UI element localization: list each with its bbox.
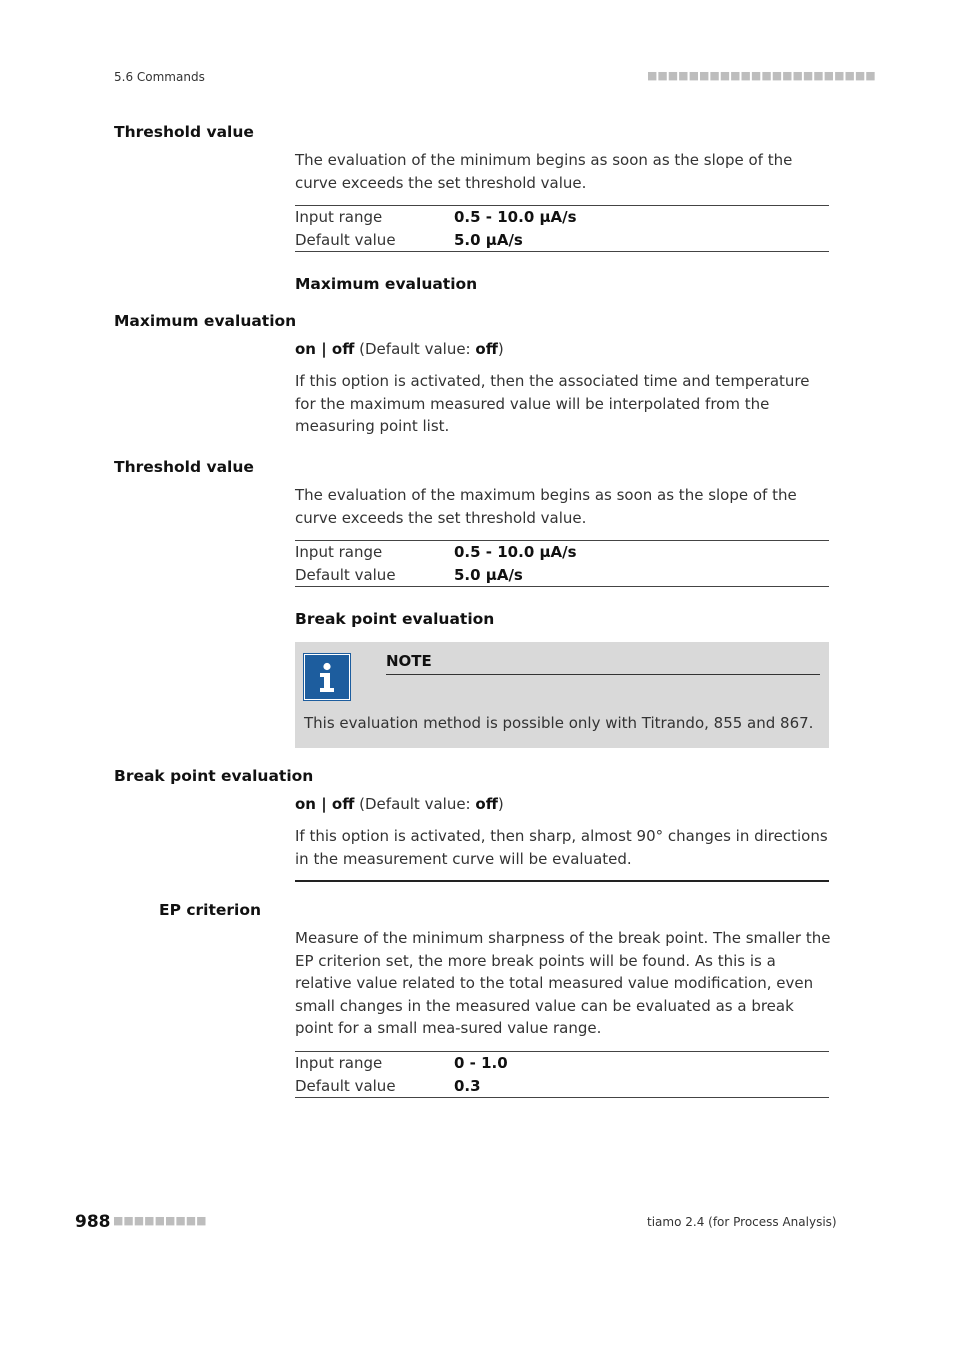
max-eval-options xyxy=(295,338,831,361)
ep-criterion-description: Measure of the minimum sharpness of the break point. The smaller the EP criterion set, the more break points will be found. As this is a relative value related to the total measured value modification, even small changes in the measured value can be evaluated as a break point for a small mea-sured value range. xyxy=(295,929,831,1037)
max-eval-label: Maximum evaluation xyxy=(114,312,297,330)
note-divider xyxy=(386,674,820,675)
table-row xyxy=(295,1052,829,1075)
row-key: Default value xyxy=(295,565,396,584)
option-on: on xyxy=(295,795,316,813)
option-off: off xyxy=(331,340,355,358)
note-box xyxy=(295,642,829,748)
table-row xyxy=(295,229,829,252)
default-suffix: ) xyxy=(497,340,504,358)
maximum-evaluation-heading: Maximum evaluation xyxy=(295,275,478,293)
note-text: This evaluation method is possible only with Titrando, 855 and 867. xyxy=(304,714,814,732)
row-value: 5.0 µA/s xyxy=(454,230,523,249)
row-value: 5.0 µA/s xyxy=(454,565,523,584)
ep-criterion-label: EP criterion xyxy=(159,901,262,919)
break-eval-description: If this option is activated, then sharp, almost 90° changes in directions in the measurement curve will be evaluated. xyxy=(295,827,828,868)
header-decoration-dots: ■■■■■■■■■■■■■■■■■■■■■■ xyxy=(647,69,876,82)
max-threshold-description: The evaluation of the maximum begins as soon as the slope of the curve exceeds the set threshold value. xyxy=(295,486,797,527)
note-title: NOTE xyxy=(386,652,432,670)
row-key: Input range xyxy=(295,208,383,227)
default-prefix: (Default value: xyxy=(354,340,476,358)
product-name: tiamo 2.4 (for Process Analysis) xyxy=(647,1215,837,1229)
option-off: off xyxy=(331,795,355,813)
table-row xyxy=(295,564,829,587)
ep-criterion-table xyxy=(295,1051,829,1098)
break-eval-label: Break point evaluation xyxy=(114,767,314,785)
section-divider xyxy=(295,880,829,882)
table-row xyxy=(295,1075,829,1098)
table-row xyxy=(295,541,829,564)
break-point-evaluation-heading: Break point evaluation xyxy=(295,610,495,628)
min-threshold-label: Threshold value xyxy=(114,123,254,141)
row-key: Input range xyxy=(295,1054,383,1073)
row-key: Input range xyxy=(295,543,383,562)
min-threshold-description: The evaluation of the minimum begins as soon as the slope of the curve exceeds the set threshold value. xyxy=(295,151,793,192)
running-header-section: 5.6 Commands xyxy=(114,70,205,84)
option-on: on xyxy=(295,340,316,358)
max-eval-description: If this option is activated, then the associated time and temperature for the maximum measured value will be interpolated from the measuring point list. xyxy=(295,372,810,435)
min-threshold-table xyxy=(295,205,829,252)
default-prefix: (Default value: xyxy=(354,795,476,813)
option-separator: | xyxy=(315,795,332,813)
max-threshold-label: Threshold value xyxy=(114,458,254,476)
row-key: Default value xyxy=(295,230,396,249)
default-value: off xyxy=(475,340,498,358)
row-value: 0.3 xyxy=(454,1076,481,1095)
row-value: 0.5 - 10.0 µA/s xyxy=(454,208,577,227)
max-threshold-table xyxy=(295,540,829,587)
row-key: Default value xyxy=(295,1076,396,1095)
default-suffix: ) xyxy=(497,795,504,813)
page-number: 988 xyxy=(75,1212,111,1232)
row-value: 0 - 1.0 xyxy=(454,1054,508,1073)
info-icon xyxy=(304,654,350,700)
option-separator: | xyxy=(315,340,332,358)
default-value: off xyxy=(475,795,498,813)
table-row xyxy=(295,206,829,229)
footer-decoration-dots: ■■■■■■■■■ xyxy=(113,1214,207,1227)
break-eval-options xyxy=(295,793,831,816)
row-value: 0.5 - 10.0 µA/s xyxy=(454,543,577,562)
